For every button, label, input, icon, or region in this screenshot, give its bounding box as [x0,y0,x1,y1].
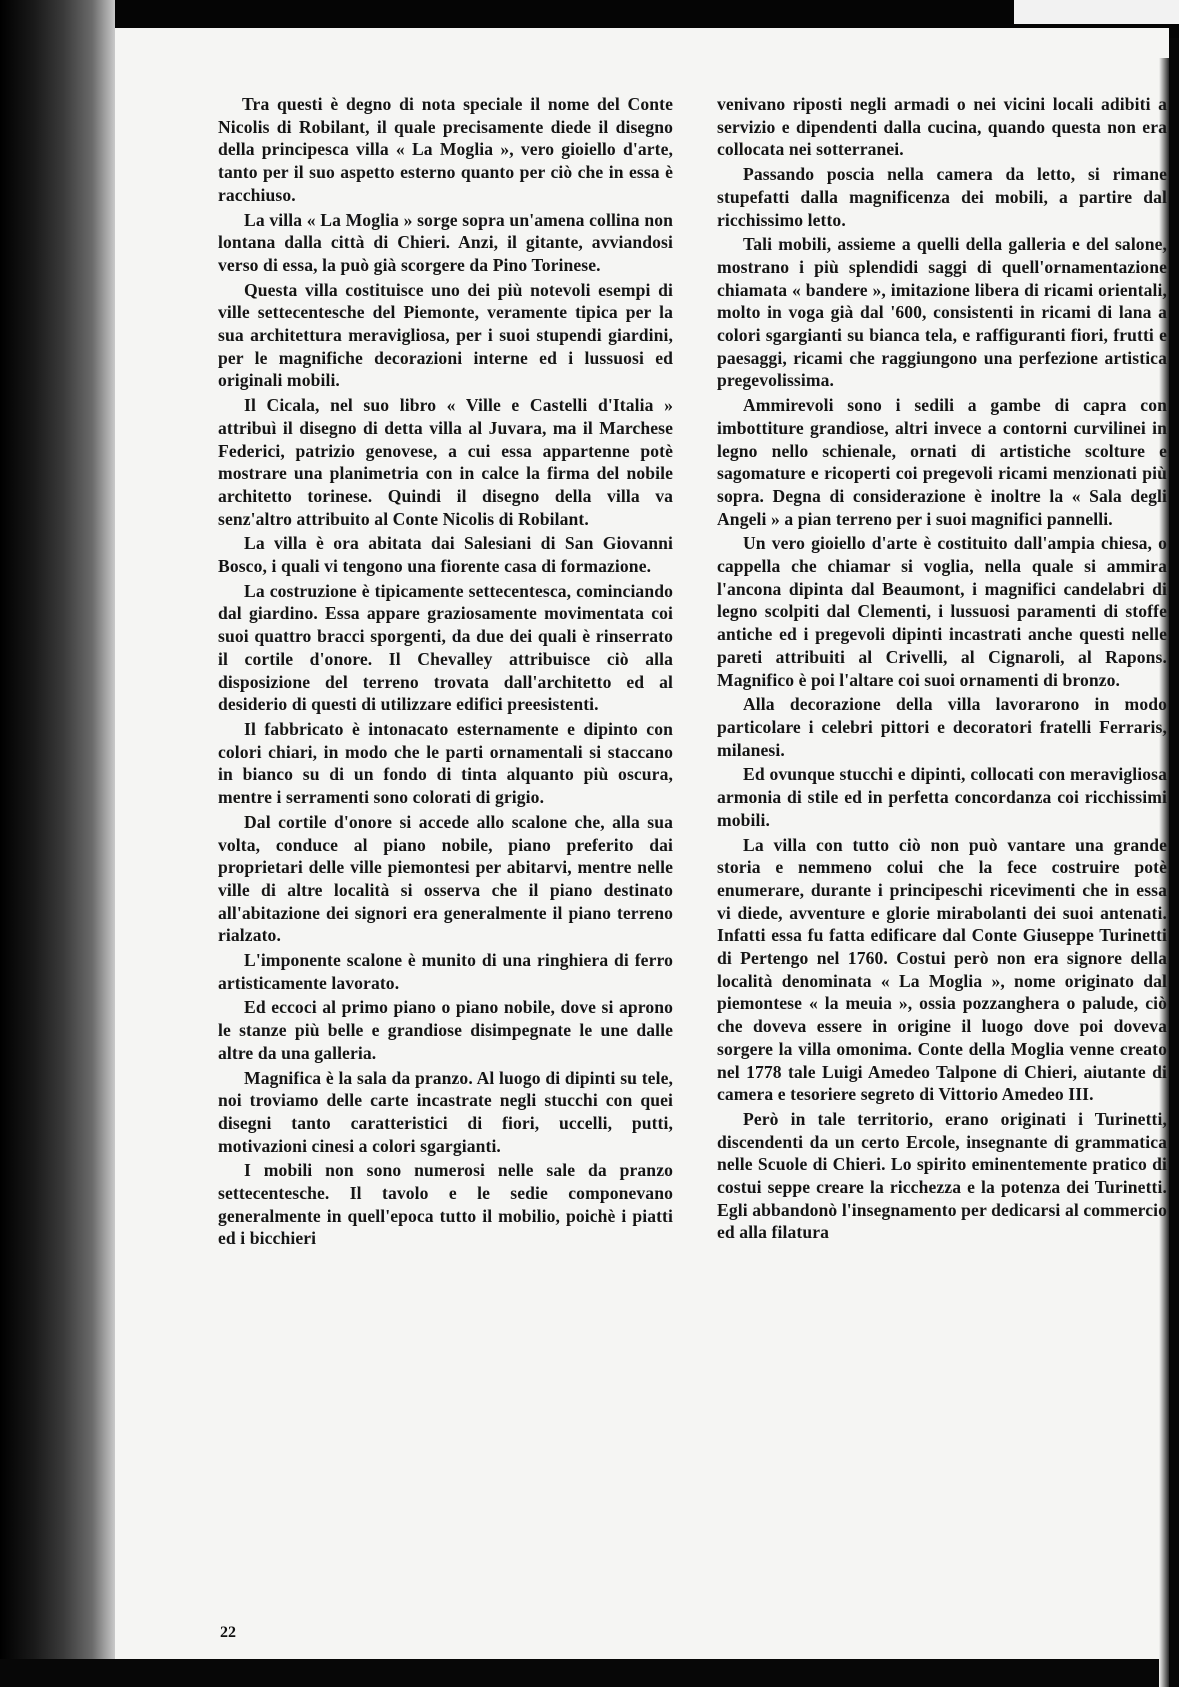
paragraph: Passando poscia nella camera da letto, si rimane stupefatti dalla magnificenza dei mobili, a partire dal ricchissimo letto. [717,164,1167,230]
paragraph: Ed ovunque stucchi e dipinti, collocati con meravigliosa armonia di stile ed in perfetta concordanza coi ricchissimi mobili. [717,764,1167,830]
paragraph: Il Cicala, nel suo libro « Ville e Castelli d'Italia » attribuì il disegno di detta villa al Juvara, ma il Marchese Federici, patrizio genovese, a cui essa appartenne potè mostrare una planimetria con in calce la firma del nobile architetto torinese. Quindi il disegno della villa va senz'altro attribuito al Conte Nicolis di Robilant. [218,395,673,529]
paragraph: La villa è ora abitata dai Salesiani di San Giovanni Bosco, i quali vi tengono una fiorente casa di formazione. [218,533,673,577]
paragraph: I mobili non sono numerosi nelle sale da pranzo settecentesche. Il tavolo e le sedie componevano generalmente in quell'epoca tutto il mobilio, poichè i piatti ed i bicchieri [218,1160,673,1249]
paragraph: Il fabbricato è intonacato esternamente e dipinto con colori chiari, in modo che le parti ornamentali si staccano in bianco su di un fondo di tinta alquanto più oscura, mentre i serramenti sono colorati di grigio. [218,718,673,808]
page-number: 22 [220,1624,236,1641]
paragraph: Ammirevoli sono i sedili a gambe di capra con imbottiture grandiose, altri invece a contorni curvilinei in legno nello schienale, ornati di artistiche scolture e sagomature e ricoperti coi pregevoli ricami menzionati più sopra. Degna di considerazione è inoltre la « Sala degli Angeli » a pian terreno per i suoi magnifici pannelli. [717,395,1167,529]
paragraph: Un vero gioiello d'arte è costituito dall'ampia chiesa, o cappella che chiamar si voglia, nella quale si ammira l'ancona dipinta dal Beaumont, i magnifici candelabri di legno scolpiti dal Clementi, i lussuosi paramenti di stoffe antiche ed i pregevoli dipinti incastrati anche questi nelle pareti attribuiti al Crivelli, al Cignaroli, al Rapons. Magnifico è poi l'altare coi suoi ornamenti di bronzo. [717,533,1167,690]
paragraph: Dal cortile d'onore si accede allo scalone che, alla sua volta, conduce al piano nobile, piano preferito dai proprietari delle ville piemontesi per abitarvi, mentre nelle ville di altre località si osserva che il piano destinato all'abitazione dei signori era generalmente il piano terreno rialzato. [218,811,673,946]
paragraph: Però in tale territorio, erano originati i Turinetti, discendenti da un certo Ercole, insegnante di grammatica nelle Scuole di Chieri. Lo spirito eminentemente pratico di costui seppe creare la ricchezza e la potenza dei Turinetti. Egli abbandonò l'insegnamento per dedicarsi al commercio ed alla filatura [717,1108,1167,1243]
paragraph: Alla decorazione della villa lavorarono in modo particolare i celebri pittori e decoratori fratelli Ferraris, milanesi. [717,694,1167,760]
right-text-column [717,93,1167,1246]
paragraph: Tali mobili, assieme a quelli della galleria e del salone, mostrano i più splendidi saggi di quell'ornamentazione chiamata « bandere », imitazione libera di ricami orientali, molto in voga già dal '600, consistenti in ricami di lana a colori sgargianti su bianca tela, e raffiguranti fiori, frutti e paesaggi, ricami che raggiungono una perfezione artistica pregevolissima. [717,234,1167,391]
left-text-column [218,93,673,1252]
paragraph: Ed eccoci al primo piano o piano nobile, dove si aprono le stanze più belle e grandiose disimpegnate le une dalle altre da una galleria. [218,997,673,1063]
binding-shadow [0,0,115,1659]
paragraph: Tra questi è degno di nota speciale il nome del Conte Nicolis di Robilant, il quale precisamente diede il disegno della principesca villa « La Moglia », vero gioiello d'arte, tanto per il suo aspetto esterno quanto per ciò che in essa è racchiuso. [218,94,673,205]
paragraph: La costruzione è tipicamente settecentesca, cominciando dal giardino. Essa appare graziosamente movimentata coi suoi quattro bracci sporgenti, da due dei quali è rinserrato il cortile d'onore. Il Chevalley attribuisce ciò alla disposizione del terreno trovata dall'architetto ed al desiderio di questi di utilizzare edifici preesistenti. [218,580,673,715]
paragraph: L'imponente scalone è munito di una ringhiera di ferro artisticamente lavorato. [218,950,673,993]
paragraph: La villa « La Moglia » sorge sopra un'amena collina non lontana dalla città di Chieri. Anzi, il gitante, avviandosi verso di essa, la può già scorgere da Pino Torinese. [218,209,673,275]
paragraph: La villa con tutto ciò non può vantare una grande storia e nemmeno colui che la fece costruire potè enumerare, durante i principeschi ricevimenti che in essa vi diede, avventure e glorie mirabolanti dei suoi antenati. Infatti essa fu fatta edificare dal Conte Giuseppe Turinetti di Pertengo nel 1760. Costui però non era signore della località denominata « La Moglia », nome originato dal piemontese « la meuia », ossia pozzanghera o palude, ciò che doveva essere in origine il luogo dove poi doveva sorgere la villa omonima. Conte della Moglia venne creato nel 1778 tale Luigi Amedeo Talpone di Chieri, aiutante di camera e tesoriere segreto di Vittorio Amedeo III. [717,834,1167,1105]
paragraph: venivano riposti negli armadi o nei vicini locali adibiti a servizio e dipendenti dalla cucina, quando questa non era collocata nei sotterranei. [717,94,1167,160]
scan-top-light-patch [1014,0,1179,24]
paragraph: Questa villa costituisce uno dei più notevoli esempi di ville settecentesche del Piemonte, veramente tipica per la sua architettura meravigliosa, per i suoi stupendi giardini, per le magnifiche decorazioni interne ed i lussuosi ed originali mobili. [218,279,673,391]
paragraph: Magnifica è la sala da pranzo. Al luogo di dipinti su tele, noi troviamo delle carte incastrate negli stucchi con quei disegni tanto caratteristici di fiori, uccelli, putti, motivazioni cinesi a colori sgargianti. [218,1067,673,1156]
